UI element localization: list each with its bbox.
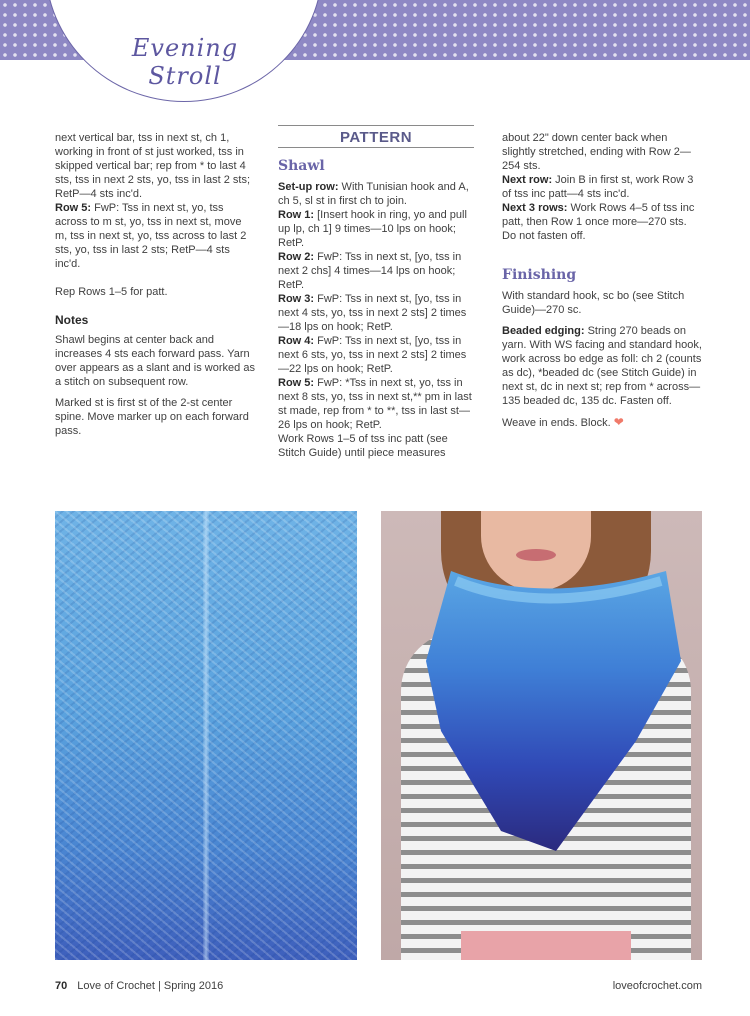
pattern-heading: PATTERN xyxy=(278,125,474,148)
row-5-instruction: Row 5: FwP: Tss in next st, yo, tss across to m st, yo, tss in next st, move m, tss in next st, yo, tss across to last 2 sts, yo, tss in last 2 sts; RetP—4 sts inc'd. xyxy=(55,202,247,270)
work-instruction: Work Rows 1–5 of tss inc patt (see Stitch Guide) until piece measures xyxy=(278,433,448,459)
finishing-heading: Finishing xyxy=(502,267,577,283)
heart-icon: ❤ xyxy=(613,415,624,429)
repeat-note: Rep Rows 1–5 for patt. xyxy=(55,286,168,298)
center-spine xyxy=(203,511,209,960)
model-photo xyxy=(381,511,702,960)
column-right xyxy=(502,131,702,430)
beaded-edging: Beaded edging: String 270 beads on yarn. With WS facing and standard hook, work across bo edge as foll: ch 2 (counts as dc), *beaded dc (see Stitch Guide) in next st, dc in next st; rep from * across—135 beaded dc, 135 dc. Fasten off. xyxy=(502,325,702,407)
paragraph: about 22" down center back when slightly stretched, ending with Row 2—254 sts. xyxy=(502,132,691,172)
website-link[interactable]: loveofcrochet.com xyxy=(612,980,702,992)
shawl-illustration xyxy=(381,511,702,960)
setup-row: Set-up row: With Tunisian hook and A, ch 5, sl st in first ch to join. xyxy=(278,181,469,207)
notes-heading: Notes xyxy=(55,313,89,327)
footer-left xyxy=(55,979,223,993)
shawl-closeup-photo xyxy=(55,511,357,960)
row-1: Row 1: [Insert hook in ring, yo and pull up lp, ch 1] 9 times—10 lps on hook; RetP. xyxy=(278,209,467,249)
page-number: 70 xyxy=(55,980,68,992)
next-3-rows: Next 3 rows: Work Rows 4–5 of tss inc patt, then Row 1 once more—270 sts. Do not fasten off. xyxy=(502,202,695,242)
magazine-name: Love of Crochet xyxy=(77,980,155,992)
row-4: Row 4: FwP: Tss in next st, [yo, tss in next 6 sts, yo, tss in next 2 sts] 2 times—22 lps on hook; RetP. xyxy=(278,335,467,375)
column-left xyxy=(55,131,255,438)
page-title: Evening Stroll xyxy=(131,34,239,90)
column-middle xyxy=(278,125,474,460)
shawl-heading: Shawl xyxy=(278,158,325,174)
note-paragraph: Marked st is first st of the 2-st center spine. Move marker up on each forward pass. xyxy=(55,397,249,437)
row-3: Row 3: FwP: Tss in next st, [yo, tss in next 4 sts, yo, tss in next 2 sts] 2 times—18 lps on hook; RetP. xyxy=(278,293,467,333)
finishing-text: With standard hook, sc bo (see Stitch Guide)—270 sc. xyxy=(502,290,685,316)
row-2: Row 2: FwP: Tss in next st, [yo, tss in next 2 chs] 4 times—14 lps on hook; RetP. xyxy=(278,251,462,291)
issue-label: | Spring 2016 xyxy=(154,980,224,992)
next-row: Next row: Join B in first st, work Row 3 of tss inc patt—4 sts inc'd. xyxy=(502,174,694,200)
weave-instruction: Weave in ends. Block. ❤ xyxy=(502,415,624,429)
note-paragraph: Shawl begins at center back and increases 4 sts each forward pass. Yarn over appears as a slant and is worked as a stitch on subsequent row. xyxy=(55,334,255,388)
row-5: Row 5: FwP: *Tss in next st, yo, tss in next 8 sts, yo, tss in next st,** pm in last st made, rep from * to **, tss in last st—26 lps on hook; RetP. xyxy=(278,377,472,431)
paragraph: next vertical bar, tss in next st, ch 1, working in front of st just worked, tss in skipped vertical bar; rep from * to last 4 sts, tss in next 2 sts, yo, tss in last 2 sts; RetP—4 sts inc'd. xyxy=(55,132,251,200)
